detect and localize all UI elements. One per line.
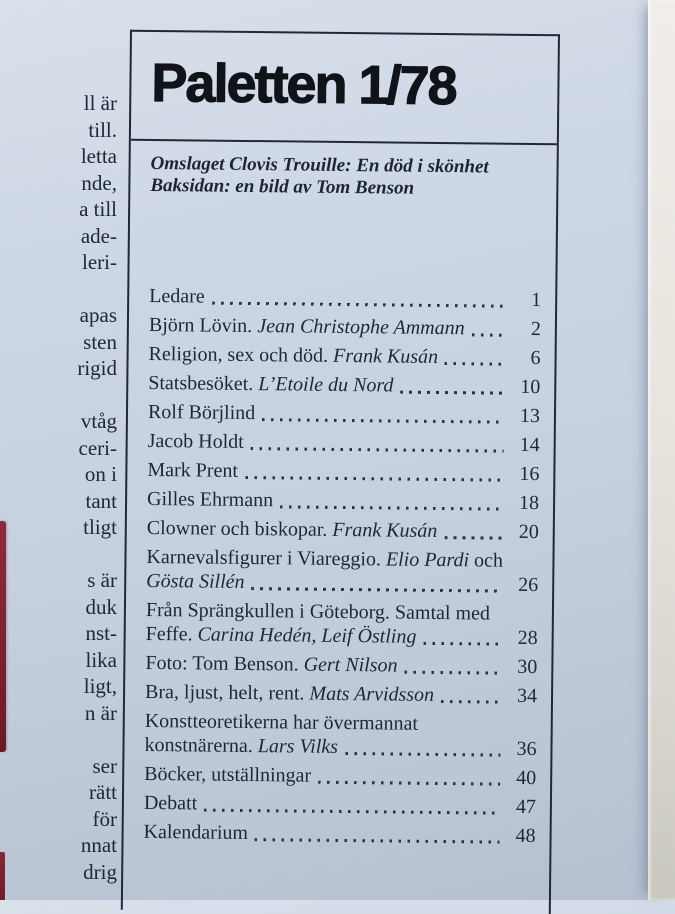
left-page-text-line: a till xyxy=(0,196,117,223)
toc-entry-text xyxy=(149,314,465,340)
toc-entry-title: Mark Prent xyxy=(147,459,238,482)
left-page-text-line: rigid xyxy=(0,355,117,382)
toc-page-frame xyxy=(121,30,560,914)
left-page-text-line: duk xyxy=(0,594,117,621)
toc-entry-author: Frank Kusán xyxy=(333,345,438,368)
toc-entry-title: Feffe. xyxy=(146,623,198,646)
left-page-text-line: sten xyxy=(0,329,117,356)
left-page-text-line: vtåg xyxy=(0,408,117,435)
toc-entry-author: L’Etoile du Nord xyxy=(258,373,393,396)
toc-leader-dots xyxy=(472,334,505,337)
toc-entry-author: Elio Pardi xyxy=(386,548,469,571)
toc-leader-dots xyxy=(400,391,504,395)
left-page-text-line: ser xyxy=(0,753,117,780)
left-page-text-line: drig xyxy=(0,859,117,886)
toc-row xyxy=(145,652,537,679)
toc-page-number: 47 xyxy=(508,796,536,819)
toc-entry-title: Från Sprängkullen i Göteborg. Samtal med xyxy=(146,599,490,625)
toc-leader-dots xyxy=(262,419,504,424)
toc-entry-text xyxy=(148,401,255,425)
toc-entry-title: Ledare xyxy=(149,285,205,308)
toc-entry-title: Statsbesöket. xyxy=(148,372,258,395)
toc-page-number: 16 xyxy=(511,463,539,486)
toc-entry-title: Debatt xyxy=(144,792,198,815)
toc-entry-text xyxy=(146,546,503,573)
left-page-text-line: ade- xyxy=(0,223,117,250)
toc-page-number: 36 xyxy=(508,738,536,761)
toc-page-number: 13 xyxy=(512,405,540,428)
left-page-text-line xyxy=(0,276,117,303)
toc-leader-dots xyxy=(318,781,500,786)
toc-entry-title: konstnärerna. xyxy=(144,734,258,757)
toc-row xyxy=(147,459,539,486)
left-page-text-line: tligt xyxy=(0,514,117,541)
toc-leader-dots xyxy=(251,587,502,592)
toc-entry-author: Lars Vilks xyxy=(258,735,338,758)
left-page-text-line: ll är xyxy=(0,90,117,117)
toc-entry-title: Karnevalsfigurer i Viareggio. xyxy=(146,546,386,571)
toc-entry-text xyxy=(143,821,248,845)
toc-entry-title: Konstteoretikerna har övermannat xyxy=(145,710,418,735)
toc-row xyxy=(146,599,538,626)
left-page-text-line: s är xyxy=(0,567,117,594)
toc-entry-author: Jean Christophe Ammann xyxy=(257,315,465,339)
toc-leader-dots xyxy=(423,642,501,645)
toc-row xyxy=(149,285,541,312)
toc-page-number: 1 xyxy=(513,289,541,312)
left-page-text-line: rätt xyxy=(0,779,117,806)
toc-entry-text xyxy=(149,285,205,309)
toc-entry-author: Frank Kusán xyxy=(332,519,437,542)
toc-row xyxy=(148,430,540,457)
toc-leader-dots xyxy=(345,752,501,756)
left-page-text-line xyxy=(0,382,117,409)
toc-entry-author: Mats Arvidsson xyxy=(309,683,434,706)
toc-row xyxy=(147,517,539,544)
toc-entry-text xyxy=(144,734,338,759)
left-page-text-line: n är xyxy=(0,700,117,727)
toc-entry-text xyxy=(147,517,438,543)
toc-row xyxy=(147,488,539,515)
left-page-text-line: tant xyxy=(0,488,117,515)
toc-row xyxy=(148,372,540,399)
masthead-box xyxy=(131,55,558,145)
toc-entry-text xyxy=(148,430,244,454)
left-page-text-line: apas xyxy=(0,302,117,329)
toc-entry-text xyxy=(147,459,238,483)
left-page-text-line: on i xyxy=(0,461,117,488)
left-page-text-column xyxy=(0,90,120,885)
toc-entry-title: Gilles Ehrmann xyxy=(147,488,273,511)
toc-page-number: 6 xyxy=(512,347,540,370)
cover-notes xyxy=(150,153,542,201)
toc-entry-text xyxy=(146,599,490,626)
toc-page-number: 14 xyxy=(512,434,540,457)
toc-entry-title: Bra, ljust, helt, rent. xyxy=(145,681,310,705)
toc-entry-title: Jacob Holdt xyxy=(148,430,244,453)
toc-row xyxy=(148,343,540,370)
toc-leader-dots xyxy=(280,506,503,511)
toc-page-number: 18 xyxy=(511,492,539,515)
toc-entry-title: Clowner och biskopar. xyxy=(147,517,333,541)
toc-entry-author: Carina Hedén, Leif Östling xyxy=(197,623,416,647)
left-page-text-line: leri- xyxy=(0,249,117,276)
toc-leader-dots xyxy=(445,362,505,365)
toc-page-number: 20 xyxy=(511,521,539,544)
toc-page-number: 10 xyxy=(512,376,540,399)
toc-entry-text xyxy=(148,343,438,369)
toc-page-number: 26 xyxy=(510,574,538,597)
toc-entry-title: Rolf Börjlind xyxy=(148,401,255,424)
toc-entry-text xyxy=(147,488,273,512)
toc-entry-text xyxy=(145,652,397,678)
toc-entry-text xyxy=(145,710,418,736)
toc-leader-dots xyxy=(444,536,502,539)
toc-entry-title: Foto: Tom Benson. xyxy=(145,652,303,676)
cover-note-back: Baksidan: en bild av Tom Benson xyxy=(150,175,542,201)
toc-entry-author: Gösta Sillén xyxy=(146,570,245,593)
left-page-text-line: nst- xyxy=(0,620,117,647)
toc-page-number: 28 xyxy=(510,627,538,650)
toc-entry-text xyxy=(144,792,198,816)
left-page-text-line: till. xyxy=(0,117,117,144)
toc-entry-tail: och xyxy=(469,549,503,571)
cover-note-front: Omslaget Clovis Trouille: En död i skönhet xyxy=(150,153,542,179)
left-page-text-line xyxy=(0,541,117,568)
toc-leader-dots xyxy=(255,839,500,844)
left-page-text-line: ligt, xyxy=(0,673,117,700)
toc-page-number: 40 xyxy=(508,767,536,790)
left-page-text-line xyxy=(0,726,117,753)
toc-entry-author: Gert Nilson xyxy=(304,654,398,677)
toc-row xyxy=(146,623,538,650)
red-cover-edge-mark xyxy=(0,852,5,900)
toc-row xyxy=(148,401,540,428)
toc-leader-dots xyxy=(245,476,503,481)
table-of-contents xyxy=(143,285,541,848)
toc-row xyxy=(146,570,538,597)
toc-leader-dots xyxy=(251,447,504,452)
toc-leader-dots xyxy=(212,302,505,308)
toc-leader-dots xyxy=(441,700,501,703)
left-page-text-line: letta xyxy=(0,143,117,170)
toc-row xyxy=(144,763,536,790)
toc-entry-title: Böcker, utställningar xyxy=(144,763,311,787)
toc-entry-text xyxy=(146,623,417,649)
toc-entry-text xyxy=(145,681,434,707)
toc-entry-title: Björn Lövin. xyxy=(149,314,258,337)
toc-leader-dots xyxy=(204,809,500,815)
toc-entry-text xyxy=(148,372,393,398)
left-page-text-line: för xyxy=(0,806,117,833)
toc-leader-dots xyxy=(404,671,501,675)
toc-entry-title: Kalendarium xyxy=(143,821,248,844)
left-page-text-line: lika xyxy=(0,647,117,674)
magazine-title: Paletten 1/78 xyxy=(151,55,544,115)
left-page-text-line: ceri- xyxy=(0,435,117,462)
left-page-text-line: nde, xyxy=(0,170,117,197)
page-stack-edge xyxy=(648,0,675,900)
toc-entry-text xyxy=(144,763,311,788)
toc-row xyxy=(143,821,535,848)
toc-entry-text xyxy=(146,570,245,594)
toc-row xyxy=(146,546,538,573)
red-cover-edge-mark xyxy=(0,521,6,752)
toc-page-number: 2 xyxy=(513,318,541,341)
toc-row xyxy=(144,792,536,819)
toc-row xyxy=(145,681,537,708)
toc-entry-title: Religion, sex och död. xyxy=(149,343,334,367)
toc-row xyxy=(144,734,536,761)
toc-row xyxy=(145,710,537,737)
toc-row xyxy=(149,314,541,341)
toc-page-number: 48 xyxy=(507,825,535,848)
left-page-text-line: nnat xyxy=(0,832,117,859)
toc-page-number: 34 xyxy=(509,685,537,708)
toc-page-number: 30 xyxy=(509,656,537,679)
